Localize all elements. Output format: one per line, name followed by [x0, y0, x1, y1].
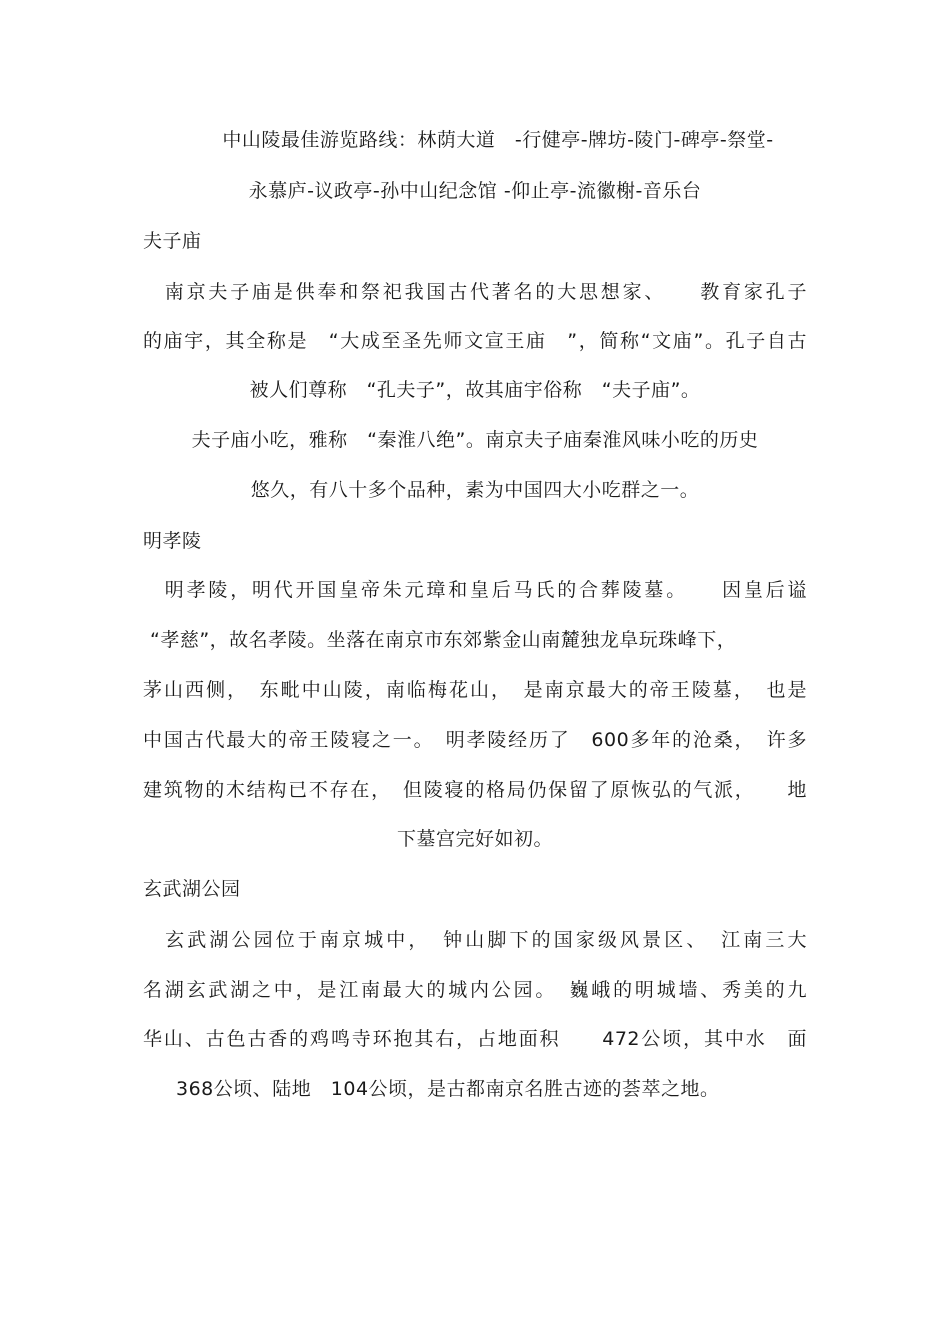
- paragraph-line: 中国古代最大的帝王陵寝之一。 明孝陵经历了 600多年的沧桑， 许多: [143, 729, 807, 751]
- paragraph-line: 368公顷、陆地 104公顷，是古都南京名胜古迹的荟萃之地。: [176, 1078, 720, 1100]
- paragraph-line: 悠久，有八十多个品种，素为中国四大小吃群之一。: [250, 479, 700, 501]
- paragraph-line: 下墓宫完好如初。: [396, 828, 553, 850]
- paragraph-line: 玄武湖公园位于南京城中， 钟山脚下的国家级风景区、 江南三大: [143, 929, 807, 951]
- paragraph-line: 明孝陵，明代开国皇帝朱元璋和皇后马氏的合葬陵墓。 因皇后谥: [143, 579, 807, 601]
- paragraph-line: 华山、古色古香的鸡鸣寺环抱其右，占地面积 472公顷，其中水 面: [143, 1028, 807, 1050]
- paragraph-line: 夫子庙小吃，雅称 “秦淮八绝”。南京夫子庙秦淮风味小吃的历史: [191, 429, 759, 451]
- section-heading-fuzimiao: 夫子庙: [143, 230, 202, 252]
- route-line-2: 永慕庐-议政亭-孙中山纪念馆 -仰止亭-流徽榭-音乐台: [248, 180, 702, 202]
- section-heading-mingxiaoling: 明孝陵: [143, 530, 202, 552]
- paragraph-line: 的庙宇，其全称是 “大成至圣先师文宣王庙 ”，简称“文庙”。孔子自古: [143, 330, 807, 352]
- paragraph-line: 南京夫子庙是供奉和祭祀我国古代著名的大思想家、 教育家孔子: [143, 281, 807, 303]
- paragraph-line: 被人们尊称 “孔夫子”，故其庙宇俗称 “夫子庙”。: [249, 379, 701, 401]
- section-heading-xuanwuhu: 玄武湖公园: [143, 878, 241, 900]
- paragraph-line: 名湖玄武湖之中，是江南最大的城内公园。 巍峨的明城墙、秀美的九: [143, 979, 807, 1001]
- paragraph-line: 茅山西侧， 东毗中山陵，南临梅花山， 是南京最大的帝王陵墓， 也是: [143, 679, 807, 701]
- paragraph-line: 建筑物的木结构已不存在， 但陵寝的格局仍保留了原恢弘的气派， 地: [143, 779, 807, 801]
- route-line-1: 中山陵最佳游览路线：林荫大道 -行健亭-牌坊-陵门-碑亭-祭堂-: [222, 129, 774, 151]
- paragraph-line: “孝慈”，故名孝陵。坐落在南京市东郊紫金山南麓独龙阜玩珠峰下，: [150, 629, 737, 651]
